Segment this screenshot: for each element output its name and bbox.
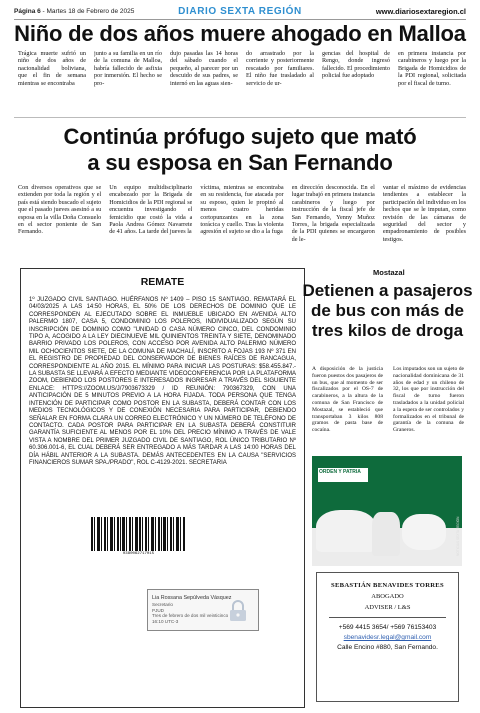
remate-title: REMATE [140, 276, 185, 288]
article2-column: víctima, mientras se encontraba en su residencia, fue atacada por su esposo, quien le propinó al menos cuatro heridas cortopunzantes en la zona torácica y cuello. Tras la violenta agresión el sujeto se dio a la fuga [200, 184, 284, 236]
ad-subtitle: ADVISER / L&S [364, 604, 411, 611]
article2-headline-line2: a su esposa en San Fernando [87, 150, 393, 175]
article2-column: Un equipo multidisciplinario encabezado por la Brigada de Homicidios de la PDI regional se encuentra investigando el femicidio que costó la vida a Paola Andrea Gómez Navarrete de 41 años. La tarde del jueves la [109, 184, 193, 236]
ad-email[interactable]: sbenavidesr.legal@gmail.com [343, 634, 432, 641]
article2-column: en dirección desconocida. En el lugar trabajó en primera instancia carabineros y luego por instrucción de la fiscal jefe de San Fernando, Yenny Muñoz Torres, la brigada especializada de la PDI quienes se encargaron de le- [291, 184, 375, 243]
barcode [91, 517, 186, 559]
ad-title: ABOGADO [371, 593, 404, 600]
photo-credit-text: NOTICIAS SEXTA REGIÓN [456, 516, 460, 556]
ad-phones[interactable]: +569 4415 3654/ +569 76153403 [338, 624, 437, 631]
article1-column: junto a su familia en un río de la comuna de Malloa, habría fallecido de asfixia por inmersión. El hecho se pro- [94, 50, 162, 87]
drug-package [316, 510, 376, 552]
site-url[interactable]: www.diariosextaregion.cl [375, 6, 466, 16]
barcode-icon [91, 517, 186, 551]
signature-code: 16:10 UTC-3 [152, 618, 179, 624]
article1-column: Trágica muerte sufrió un niño de dos años de nacionalidad boliviana, que el fin de semana mientras se encontraba [18, 50, 86, 87]
electronic-signature [147, 589, 259, 631]
signer-name: Lia Rossana Sepúlveda Vásquez [152, 595, 232, 601]
drug-package [402, 514, 446, 550]
article1-column: en primera instancia por carabineros y luego por la Brigada de Homicidios de la PDI regional, solicitada por el fiscal de turno. [398, 50, 466, 87]
remate-text: 1º JUZGADO CIVIL SANTIAGO. HUÉRFANOS Nº 1409 – PISO 15 SANTIAGO. REMATARÁ EL 04/03/2025 A LAS 14:50 HORAS, EL 50% DE LOS DERECHOS DE DOMINIO QUE LE CORRESPONDEN AL EJECUTADO SOBRE EL INMUEBLE UBICADO EN AVENIDA ALTO PALERMO 1807, CASA 5, CONDOMINIO LOS POLEROS, INDIVIDUALIZADO SEGÚN SU INSCRIPCIÓN DE DOMINIO COMO "UNIDAD O CASA NÚMERO CINCO, DEL CONDOMINIO TIPO A, ACOGIDO A LA LEY DIECINUEVE MIL QUINIENTOS TREINTA Y SIETE, DENOMINADO BARRIO PRIVADO LOS POLEROS, CON ACCESO POR AVENIDA ALTO PALERMO NÚMERO MIL OCHOCIENTOS SIETE, DE LA COMUNA DE MACHALÍ, INSCRITO A FOJAS 193 Nº 371 EN EL REGISTRO DE PROPIEDAD DEL CONSERVADOR DE BIENES RAÍCES DE RANCAGUA, CORRESPONDIENTE AL AÑO 2015. EL MÍNIMO PARA INICIAR LAS POSTURAS: $58.455.847.- LA SUBASTA SE LLEVARÁ A EFECTO MEDIANTE VIDEOCONFERENCIA POR LA PLATAFORMA ZOOM, DEBIENDO LOS POSTORES E INTERESADOS INGRESAR A TRAVÉS DEL SIGUIENTE ENLACE: HTTPS://ZOOM.US/J/7903673329 / ID REUNIÓN: 790367329, CON UNA ANTICIPACIÓN DE 5 MINUTOS PREVIO A LA HORA FIJADA. TODA PERSONA QUE TENGA INTENCIÓN DE PARTICIPAR COMO POSTOR EN LA SUBASTA, DEBERÁ CONTAR CON LOS MEDIOS TECNOLÓGICOS Y DE CONEXIÓN NECESARIA PARA PARTICIPAR, DEBIENDO SEÑALAR EN FORMA CLARA UN CORREO ELECTRÓNICO Y UN NÚMERO DE TELÉFONO DE CONTACTO. CADA POSTOR PARA PARTICIPAR EN LA SUBASTA DEBERÁ CONSTITUIR GARANTÍA SUFICIENTE AL MENOS POR EL 10% DEL PRECIO MÍNIMO A TRAVÉS DE VALE VISTA A NOMBRE DEL PRIMER JUZGADO CIVIL DE SANTIAGO, ROL ÚNICO TRIBUTARIO Nº 60.306.001-6, EL CUAL DEBERÁ SER ENTREGADO A MÁS TARDAR A LAS 14:00 HORAS DEL DÍA HÁBIL ANTERIOR A LA SUBASTA. DEMÁS ANTECEDENTES EN LA CAUSA "SERVICIOS FINANCIEROS SUMAR SPA./PRADO", ROL C-4129-2021. SECRETARIA [29, 297, 296, 466]
page-info [14, 8, 134, 15]
article3-headline: Detienen a pasajeros de bus con más de tres kilos de droga [302, 281, 473, 340]
signer-office: PJUD [152, 607, 164, 613]
article2-column: Con diversos operativos que se extienden por toda la región y el país está siendo buscado el sujeto que el pasado jueves asesinó a su esposa en la villa Doña Consuelo en el sector poniente de San Fernando. [18, 184, 102, 236]
drug-package [372, 512, 400, 556]
page-number: Página 6 [14, 7, 41, 15]
photo-sign-text: ORDEN Y PATRIA [319, 469, 361, 475]
article2-body [18, 184, 466, 264]
page-date: - Martes 18 de Febrero de 2025 [42, 7, 135, 15]
article2-headline [20, 124, 460, 176]
article3-kicker: Mostazal [373, 268, 405, 277]
article1-headline: Niño de dos años muere ahogado en Malloa [14, 21, 466, 46]
barcode-number: 0380062717015 [122, 552, 155, 556]
article1-column: gencias del hospital de Rengo, donde ingresó fallecido. El procedimiento policial fue adoptado [322, 50, 390, 80]
signer-details [152, 602, 228, 624]
remate-body [29, 297, 296, 467]
article1-column: do arrastrado por la corriente y posteriormente rescatado por familiares. El niño fue trasladado al servicio de ur- [246, 50, 314, 87]
remate-notice [20, 268, 305, 708]
ad-divider [329, 617, 446, 618]
article3-header [302, 268, 473, 341]
signature-date: Tres de febrero de dos mil veinticinco [152, 613, 229, 619]
section-divider [14, 117, 466, 118]
article2-column: vantar el máximo de evidencias tendientes a establecer la participación del individuo en los hechos que se le imputan, como revisión de las cámaras de seguridad del sector y empadronamiento de posibles testigos. [382, 184, 467, 243]
article1-column: dujo pasadas las 14 horas del sábado cuando el pequeño, al parecer por un descuido de sus padres, se internó en las aguas sien- [170, 50, 238, 87]
header-divider [14, 19, 466, 20]
masthead: DIARIO SEXTA REGIÓN [178, 5, 302, 17]
article2-headline-line1: Continúa prófugo sujeto que mató [63, 124, 417, 149]
photo-credit [456, 462, 460, 557]
ad-address: Calle Encino #880, San Fernando. [337, 644, 438, 651]
lock-icon [228, 600, 248, 622]
ad-name: SEBASTIÁN BENAVIDES TORRES [331, 582, 444, 589]
article3-column: A disposición de la justicia fueron puestos dos pasajeros de un bus, que al momento de ser fiscalizados por el OS-7 de carabineros, a la altura de la comuna de San Francisco de Mostazal, se estableció que transportaban 3 kilos 808 gramos de pasta base de cocaína. [312, 366, 383, 434]
page-header [14, 4, 466, 18]
signer-role: Secretario [152, 602, 173, 607]
drug-seizure-photo [312, 456, 462, 566]
lawyer-ad [316, 572, 459, 702]
article1-body [18, 50, 466, 112]
article3-column: Los imputados son un sujeto de nacionalidad dominicana de 31 años de edad y un chileno de 32, los que por instrucción del fiscal de turno fueron trasladados a la unidad policial a la espera de ser controlados y formalizados en el tribunal de garantía de la comuna de Graneros. [393, 366, 464, 434]
article3-body [312, 366, 464, 454]
